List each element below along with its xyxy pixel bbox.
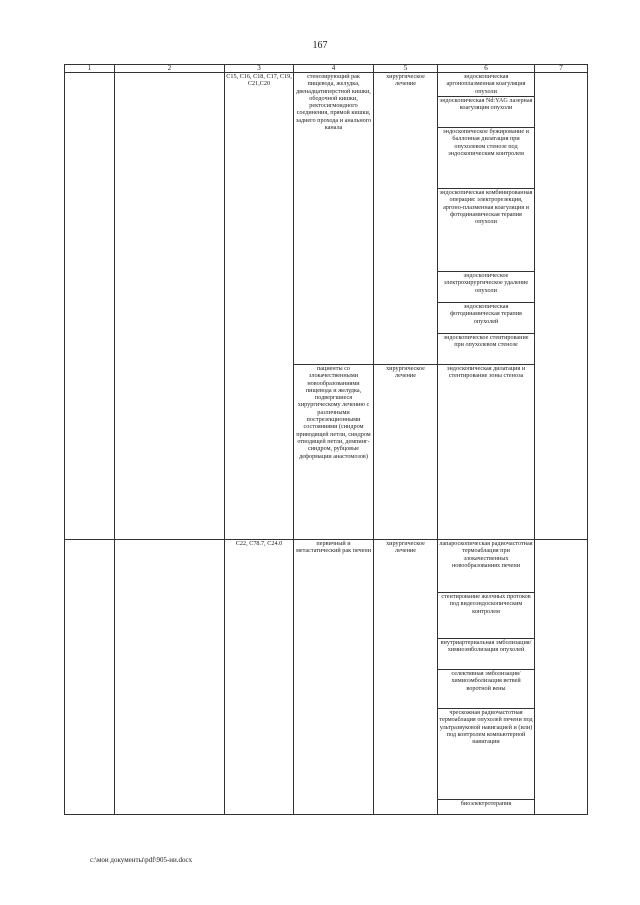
column-number: 7 [535, 65, 588, 73]
empty-cell [115, 73, 225, 540]
column-number: 4 [294, 65, 374, 73]
condition-cell: стенозирующий рак пищевода, желудка, двенадцатиперстной кишки, ободочной кишки, ректосигмоидного соединения, прямой кишки, заднего прохода и анального канала [294, 73, 374, 365]
treatment-type: хирургическое лечение [374, 73, 438, 365]
method-cell: эндоскопическое бужирование и баллонная дилатация при опухолевом стенозе под эндоскопическим контролем [438, 128, 535, 189]
table-row [65, 73, 588, 97]
condition-cell: первичный и метастатический рак печени [294, 540, 374, 815]
method-cell: лапароскопическая радиочастотная термоаблация при злокачественных новообразованиях печени [438, 540, 535, 593]
column-number: 5 [374, 65, 438, 73]
empty-cell [65, 73, 115, 540]
method-cell: чрескожная радиочастотная термоаблация опухолей печени под ультразвуковой навигацией и (или) под контролем компьютерной навигации [438, 709, 535, 800]
file-path-footer: c:\мои документы\pdf\905-ии.docx [90, 856, 193, 864]
column-number: 2 [115, 65, 225, 73]
page-number: 167 [312, 40, 328, 51]
procedures-table [64, 64, 588, 815]
method-cell: эндоскопическая аргоноплазменная коагуляция опухоли [438, 73, 535, 97]
column-number: 1 [65, 65, 115, 73]
condition-cell: пациенты со злокачественными новообразованиями пищевода и желудка, подвергшиеся хирургическому лечению с различными пострезекционными состояниями (синдром приводящей петли, синдром отводящей петли, демпинг-синдром, рубцовые деформации анастомозов) [294, 365, 374, 540]
column-number-row [65, 65, 588, 73]
method-cell: селективная эмболизация/химиоэмболизация ветвей воротной вены [438, 670, 535, 709]
method-cell: эндоскопическая Nd:YAG лазерная коагуляция опухоли [438, 97, 535, 128]
method-cell: эндоскопическая комбинированная операция: электрорезекция, аргоно-плазменная коагуляция и фотодинамическая терапия опухоли [438, 189, 535, 272]
empty-cell [65, 540, 115, 815]
empty-cell [535, 73, 588, 540]
empty-cell [115, 540, 225, 815]
method-cell: эндоскопическое электрохирургическое удаление опухоли [438, 272, 535, 303]
diagnosis-codes: C15, C16, C18, C17, C19, C21,C20 [225, 73, 294, 540]
treatment-type: хирургическое лечение [374, 540, 438, 815]
method-cell: эндоскопическая дилатация и стентирование зоны стеноза [438, 365, 535, 540]
diagnosis-codes: C22, C78.7, C24.0 [225, 540, 294, 815]
empty-cell [535, 540, 588, 815]
method-cell: биоэлектротерапия [438, 800, 535, 815]
method-cell: внутриартериальная эмболизация/химиоэмболизация опухолей [438, 639, 535, 670]
column-number: 6 [438, 65, 535, 73]
table-row [65, 540, 588, 593]
method-cell: стентирование желчных протоков под видеоэндоскопическим контролем [438, 593, 535, 639]
treatment-type: хирургическое лечение [374, 365, 438, 540]
column-number: 3 [225, 65, 294, 73]
method-cell: эндоскопическая фотодинамическая терапия опухолей [438, 303, 535, 334]
method-cell: эндоскопическое стентирование при опухолевом стенозе [438, 334, 535, 365]
